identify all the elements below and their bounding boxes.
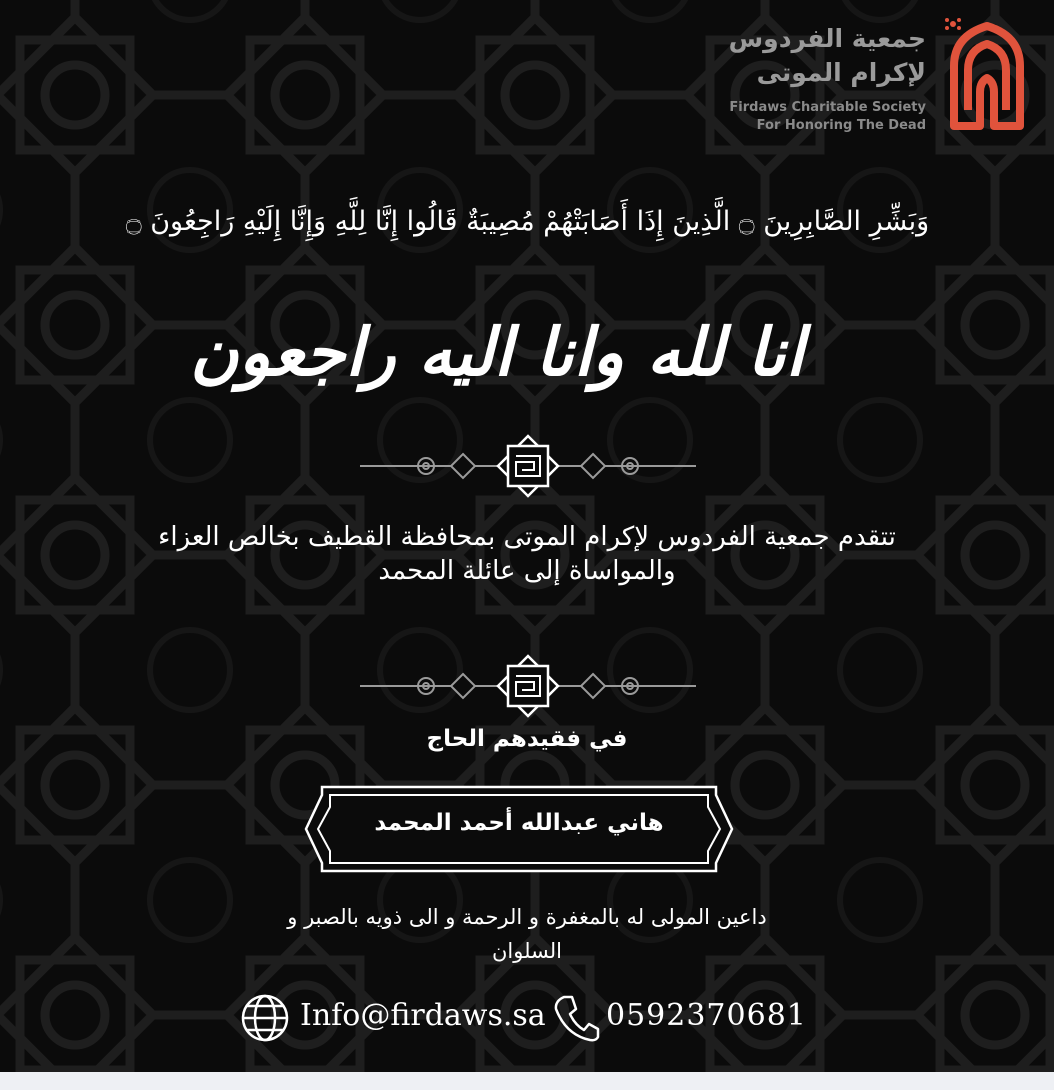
bottom-strip [0,1072,1054,1090]
contact-phone[interactable]: 0592370681 [606,998,807,1033]
prayer-text: داعين المولى له بالمغفرة و الرحمة و الى ذويه بالصبر و السلوان [287,905,767,963]
logo-name-ar-line1: جمعية الفردوس [728,24,926,53]
logo-name-en-line1: Firdaws Charitable Society [729,100,926,115]
phone-icon [552,993,600,1043]
logo-name-ar-line2: لإكرام الموتى [756,58,926,87]
ornamental-divider [360,654,696,718]
subheading: في فقيدهم الحاج [426,726,628,752]
condolence-text: تتقدم جمعية الفردوس لإكرام الموتى بمحافظة القطيف بخالص العزاء والمواساة إلى عائلة المحمد [158,522,896,586]
quran-verse: وَبَشِّرِ الصَّابِرِينَ ۝ الَّذِينَ إِذَا أَصَابَتْهُمْ مُصِيبَةٌ قَالُوا إِنَّا لِلَّهِ وَإِنَّا إِلَيْهِ رَاجِعُونَ ۝ [125,206,930,237]
calligraphy-inna-lillah: انا لله وانا اليه راجعون [190,313,804,391]
globe-icon [240,993,290,1043]
deceased-name: هاني عبدالله أحمد المحمد [374,810,664,836]
logo-mark-icon [940,14,1034,134]
ornamental-divider [360,434,696,498]
logo-name-en-line2: For Honoring The Dead [756,118,926,133]
contact-email[interactable]: Info@firdaws.sa [300,998,546,1033]
